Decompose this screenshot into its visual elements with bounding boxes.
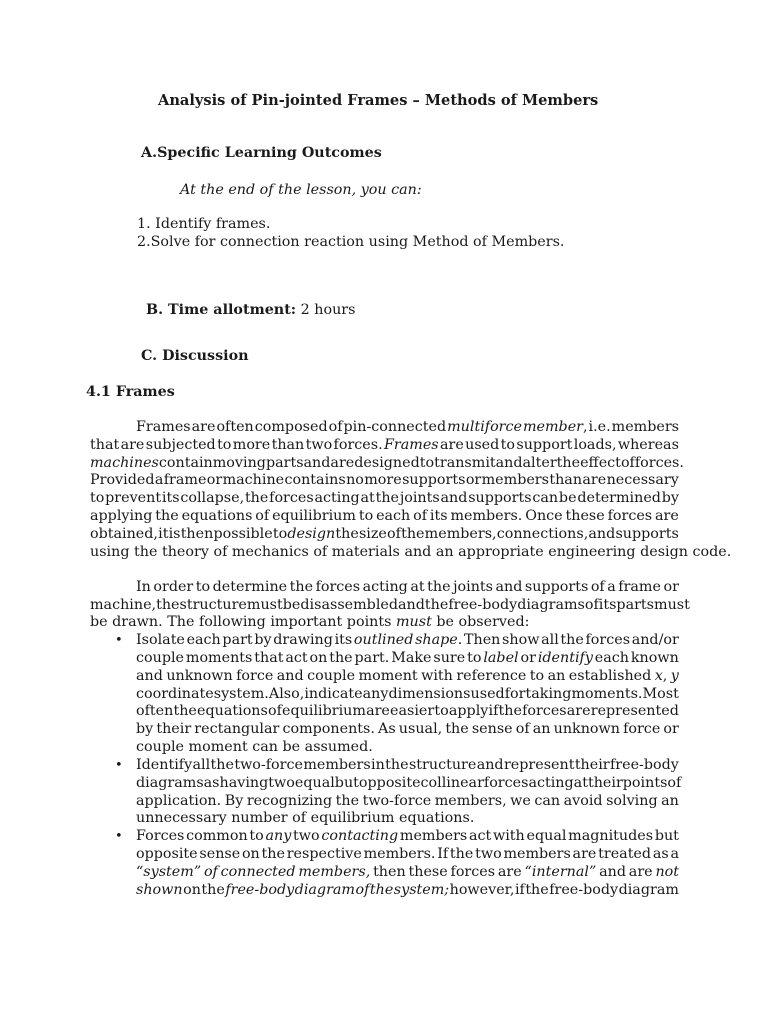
text-line: Forces common to any two contacting members act with equal magnitudes but: [136, 828, 679, 844]
text-line: Provided a frame or machine contains no more supports or members than are necessary: [90, 472, 679, 488]
section-b-time-allotment: [146, 302, 355, 320]
subsection-heading: 4.1 Frames: [86, 384, 175, 400]
text-line: “system” of connected members, then these forces are “internal” and are not: [136, 864, 679, 880]
text-line: applying the equations of equilibrium to each of its members. Once these forces are: [90, 508, 679, 524]
bullet-icon: •: [115, 758, 123, 773]
text-line: by their rectangular components. As usual, the sense of an unknown force or: [136, 721, 679, 737]
text-line: machine, the structure must be disassembled and the free-body diagrams of its parts must: [90, 597, 690, 613]
text-line: couple moments that act on the part. Make sure to label or identify each known: [136, 650, 679, 666]
text-line: unnecessary number of equilibrium equations.: [136, 810, 475, 826]
text-line: In order to determine the forces acting at the joints and supports of a frame or: [136, 579, 679, 595]
text-line: and unknown force and couple moment with reference to an established x, y: [136, 668, 679, 684]
text-line: often the equations of equilibrium are easier to apply if the forces are represented: [136, 703, 679, 719]
time-allotment-label: B. Time allotment:: [146, 302, 297, 318]
section-a-heading: A.Specific Learning Outcomes: [141, 145, 382, 161]
text-line: application. By recognizing the two-force members, we can avoid solving an: [136, 793, 679, 809]
section-a-intro: At the end of the lesson, you can:: [180, 182, 422, 198]
text-line: couple moment can be assumed.: [136, 739, 373, 755]
list-item: 1. Identify frames.: [137, 216, 271, 232]
page-title: Analysis of Pin-jointed Frames – Methods of Members: [158, 92, 599, 109]
bullet-icon: •: [115, 633, 123, 648]
time-allotment-value: 2 hours: [296, 302, 356, 318]
text-line: diagrams as having two equal but opposite collinear forces acting at their points of: [136, 775, 682, 791]
text-line: Identify all the two-force members in the structure and represent their free-body: [136, 757, 679, 773]
learning-outcomes-list: [137, 216, 564, 252]
text-line: be drawn. The following important points must be observed:: [90, 614, 530, 630]
text-line: machines contain moving parts and are designed to transmit and alter the effect of forces.: [90, 455, 684, 471]
text-line: obtained, it is then possible to design the size of the members, connections, and supports: [90, 526, 679, 542]
list-item: 2.Solve for connection reaction using Method of Members.: [137, 233, 565, 250]
text-line: opposite sense on the respective members. If the two members are treated as a: [136, 846, 679, 862]
text-line: shown on the free-body diagram of the system; however, if the free-body diagram: [136, 882, 679, 898]
text-line: using the theory of mechanics of materials and an appropriate engineering design code.: [90, 544, 732, 560]
text-line: coordinate system. Also, indicate any dimensions used for taking moments. Most: [136, 686, 679, 702]
text-line: that are subjected to more than two forces. Frames are used to support loads, whereas: [90, 437, 679, 453]
text-line: to prevent its collapse, the forces acting at the joints and supports can be determined by: [90, 490, 679, 506]
section-c-heading: C. Discussion: [141, 348, 249, 364]
text-line: Isolate each part by drawing its outlined shape. Then show all the forces and/or: [136, 632, 679, 648]
bullet-icon: •: [115, 829, 123, 844]
text-line: Frames are often composed of pin-connected multiforce member, i.e. members: [136, 419, 679, 435]
